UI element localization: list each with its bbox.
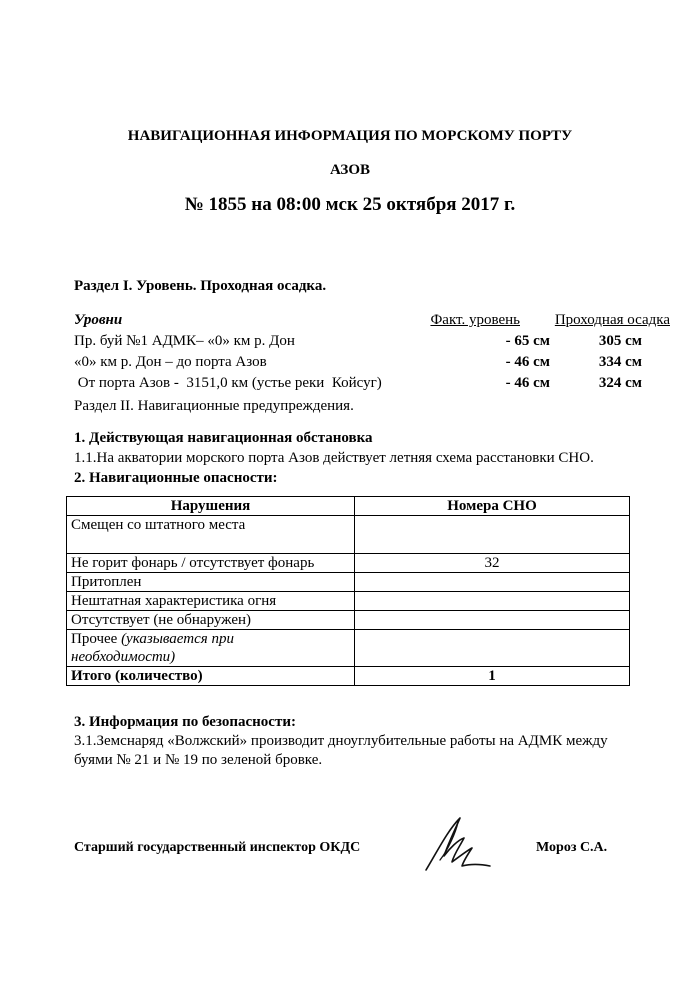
levels-row-draft: 324 см bbox=[598, 375, 642, 391]
section2-title: Раздел II. Навигационные предупреждения. bbox=[74, 398, 354, 414]
signer-name: Мороз С.А. bbox=[536, 840, 608, 855]
violation-label: Притоплен bbox=[67, 573, 355, 592]
levels-row-fact: - 46 см bbox=[505, 375, 550, 391]
table-row bbox=[67, 630, 630, 667]
signer-position: Старший государственный инспектор ОКДС bbox=[74, 840, 361, 855]
sno-number bbox=[355, 592, 630, 611]
subsection1-text: 1.1.На акватории морского порта Азов действует летняя схема расстановки СНО. bbox=[74, 450, 594, 466]
levels-column-header: Уровни bbox=[74, 312, 123, 328]
other-note-line1: (указывается при bbox=[121, 631, 234, 647]
bulletin-number-line: № 1855 на 08:00 мск 25 октября 2017 г. bbox=[184, 194, 516, 215]
violation-label: Смещен со штатного места bbox=[67, 516, 355, 554]
levels-row-name: «0» км р. Дон – до порта Азов bbox=[74, 354, 267, 370]
levels-row bbox=[74, 375, 670, 396]
safety-info-line2: буями № 21 и № 19 по зеленой бровке. bbox=[74, 752, 323, 768]
table-row bbox=[67, 573, 630, 592]
violation-label: Нештатная характеристика огня bbox=[67, 592, 355, 611]
table-total-row bbox=[67, 667, 630, 686]
levels-table bbox=[74, 312, 670, 396]
other-label: Прочее bbox=[71, 631, 122, 647]
levels-row-name: Пр. буй №1 АДМК– «0» км р. Дон bbox=[74, 333, 295, 349]
sno-number bbox=[355, 573, 630, 592]
draft-column-header: Проходная осадка bbox=[554, 312, 670, 328]
sno-number bbox=[355, 516, 630, 554]
table-row bbox=[67, 611, 630, 630]
levels-row bbox=[74, 333, 670, 354]
subsection2-title: 2. Навигационные опасности: bbox=[74, 470, 278, 486]
subsection1-title: 1. Действующая навигационная обстановка bbox=[74, 430, 373, 446]
levels-row-name: От порта Азов - 3151,0 км (устье реки Койсуг) bbox=[74, 375, 382, 391]
handwritten-signature bbox=[418, 810, 498, 880]
document-title: НАВИГАЦИОННАЯ ИНФОРМАЦИЯ ПО МОРСКОМУ ПОРТУ bbox=[127, 128, 573, 144]
sno-number bbox=[355, 630, 630, 667]
hazards-table bbox=[66, 496, 630, 686]
levels-row-draft: 334 см bbox=[598, 354, 642, 370]
section1-title: Раздел I. Уровень. Проходная осадка. bbox=[74, 278, 327, 294]
levels-header-row bbox=[74, 312, 670, 333]
fact-level-column-header: Факт. уровень bbox=[430, 312, 520, 328]
total-label: Итого (количество) bbox=[67, 667, 355, 686]
hazards-table-header bbox=[67, 497, 630, 516]
safety-info-line1: 3.1.Земснаряд «Волжский» производит дноуглубительные работы на АДМК между bbox=[74, 733, 608, 749]
table-row bbox=[67, 554, 630, 573]
sno-number bbox=[355, 611, 630, 630]
levels-row-draft: 305 см bbox=[598, 333, 642, 349]
levels-row bbox=[74, 354, 670, 375]
port-name: АЗОВ bbox=[329, 162, 371, 178]
levels-row-fact: - 65 см bbox=[505, 333, 550, 349]
subsection3-title: 3. Информация по безопасности: bbox=[74, 714, 296, 730]
sno-numbers-column-header: Номера СНО bbox=[355, 497, 630, 516]
levels-row-fact: - 46 см bbox=[505, 354, 550, 370]
violation-label: Не горит фонарь / отсутствует фонарь bbox=[67, 554, 355, 573]
violation-label: Отсутствует (не обнаружен) bbox=[67, 611, 355, 630]
total-value: 1 bbox=[355, 667, 630, 686]
other-note-line2: необходимости) bbox=[71, 649, 176, 665]
sno-number: 32 bbox=[355, 554, 630, 573]
violation-label-other bbox=[67, 630, 355, 667]
violations-column-header: Нарушения bbox=[67, 497, 355, 516]
table-row bbox=[67, 516, 630, 554]
table-row bbox=[67, 592, 630, 611]
